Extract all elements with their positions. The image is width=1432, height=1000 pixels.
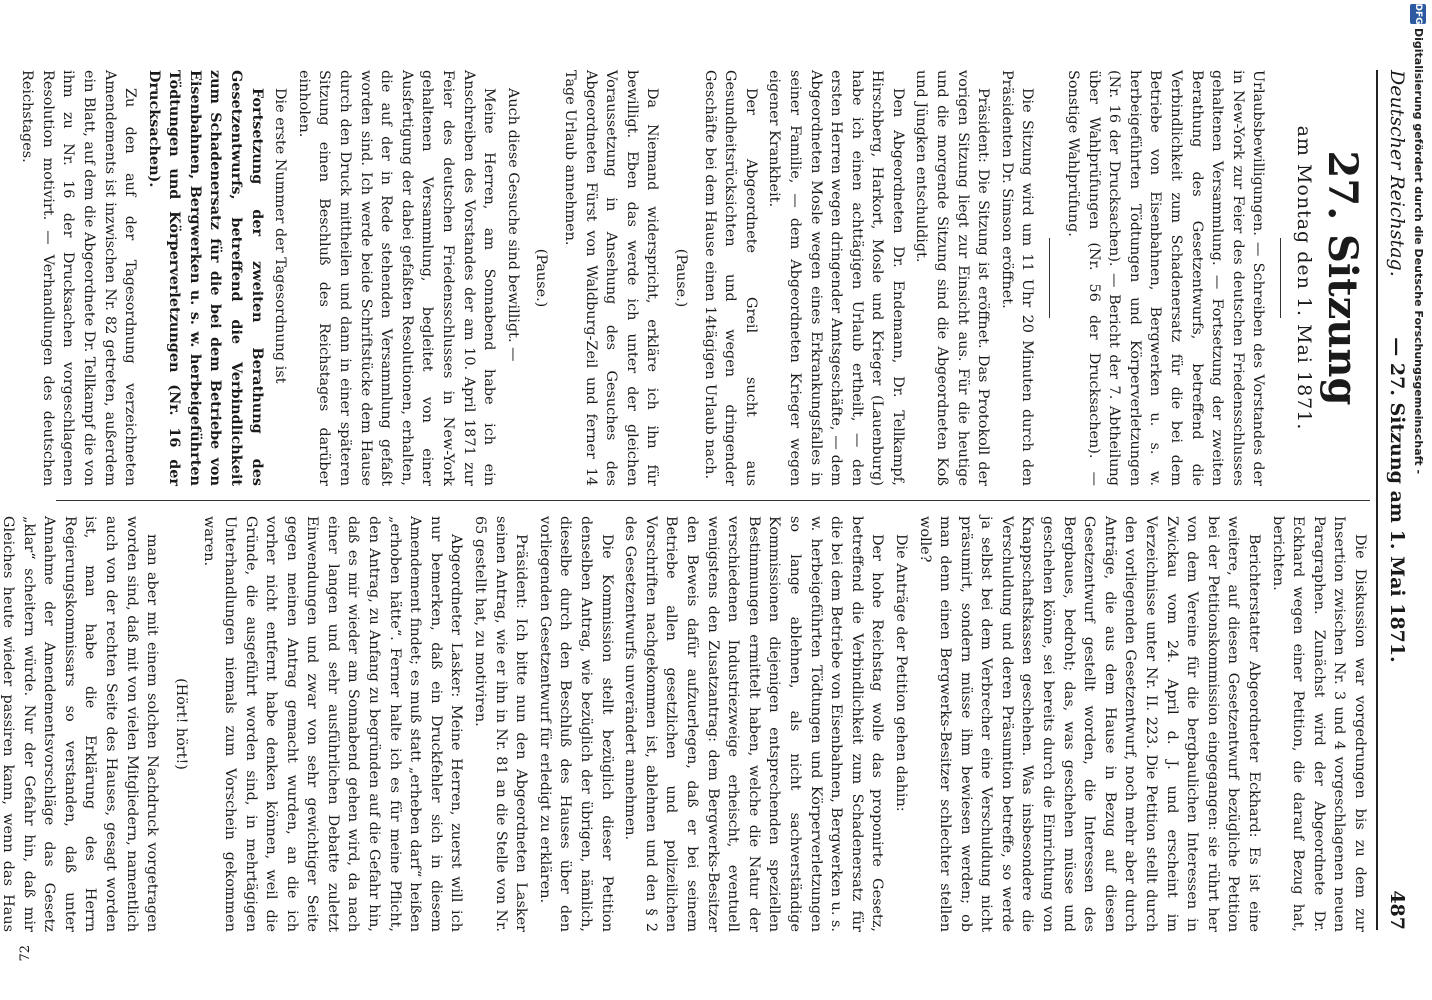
column-rule <box>56 500 1370 501</box>
president-paragraph: Präsident: Die Sitzung ist eröffnet. Das Protokoll der vorigen Sitzung liegt zur Einsicht aus. Für die heutige und die morgende Sitzung sind die Abgeordneten Koß und Jüngken entschuldigt. <box>913 70 992 486</box>
pause-note: (Pause.) <box>533 248 550 308</box>
lasker-speech-continued: man aber mit einem solchen Nachdruck vorgetragen worden sind, daß mit von vielen Mitgliedern, namentlich auch von der rechten Seite des Hauses, gesagt worden ist, man habe die Erklärung des Herrn Regierungskommissars so verstanden, daß unter Annahme der Amendementsvorschläge das Gesetz „klar“ scheitern würde. Nur der Gefahr hin, daß mir Gleiches heute wieder passiren kann, wenn das Haus <box>0 516 161 932</box>
agenda-item-intro: Die erste Nummer der Tagesordnung ist <box>272 88 289 384</box>
divider <box>1049 238 1050 318</box>
agenda-summary: Urlaubsbewilligungen. — Schreiben des Vorstandes der in New-York zur Feier des deutschen Friedensschlusses gehaltenen Versammlung. — Fortsetzung der zweiten Berathung des Gesetzentwurfs, betreffend die Verbindlichkeit zum Schadenersatz für die bei dem Betriebe von Eisenbahnen, Bergwerken u. s. w. herbeigeführten Tödtungen und Körperverletzungen (Nr. 16 der Drucksachen). — Bericht der 7. Abtheilung über Wahlprüfungen (Nr. 56 der Drucksachen). — Sonstige Wahlprüfung. <box>1065 70 1267 486</box>
interjection: (Hört! hört!) <box>172 678 189 770</box>
dfg-logo-icon <box>1410 4 1426 24</box>
session-heading: — 27. Sitzung am 1. Mai 1871. <box>1386 337 1408 663</box>
session-title: 27. Sitzung <box>1319 150 1366 406</box>
digitization-credit <box>1404 0 1432 1000</box>
commission-paragraph: Die Kommission stellt bezüglich dieser Petition denselben Antrag, wie bezüglich der übrigen, nämlich, dieselbe durch den Beschluß des Hauses über den vorliegenden Gesetzentwurf für erledigt zu erklären. <box>536 516 615 932</box>
dfg-logo-text: DFG <box>1413 3 1423 25</box>
discussion-paragraph: Die Diskussion war vorgedrungen bis zu dem zur Insertion zwischen Nr. 3 und 4 vorgeschlagenen neuen Paragraphen. Zunächst wird der Abgeordnete Dr. Eckhard wegen einer Petition, die darauf Bezug hat, berichten. <box>1269 516 1368 932</box>
session-date: am Montag den 1. Mai 1871. <box>1293 125 1315 431</box>
page-number: 487 <box>1386 890 1408 930</box>
eckhard-report: Berichterstatter Abgeordneter Eckhard: Es ist eine weitere, auf diesen Gesetzentwurf bezügliche Petition bei der Petitionskommission eingegangen: sie rührt her von dem Vereine für die bergbaulichen Interessen in Zwickau vom 24. April d. J. und erscheint im Verzeichnisse unter Nr. II. 223. Die Petition stellt durch den vorliegenden Gesetzentwurf, noch mehr aber durch Anträge, die aus dem Hause in Bezug auf diesen Gesetzentwurf gestellt worden, die Interessen des Bergbaues, bedroht; das, was geschehen müsse und geschehen könne, sei bereits durch die Einrichtung von Knappschaftskassen geschehen. Was insbesondere die Verschuldung und deren Präsumtion betreffe, so werde ja selbst bei dem Verbrecher eine Verschuldung nicht präsumirt, sondern müsse ihm bewiesen werden; ob man denn einen Bergwerks-Besitzer schlechter stellen wolle? <box>916 516 1263 932</box>
leave-paragraph: Da Niemand widerspricht, erkläre ich ihn für bewilligt. Eben das werde ich unter der gleichen Voraussetzung in Ansehung des Gesuches des Abgeordneten Fürst von Waldburg-Zeil und ferner 14 Tage Urlaub annehmen. <box>562 70 661 486</box>
publication-title: Deutscher Reichstag. <box>1386 70 1408 277</box>
divider <box>1280 238 1281 318</box>
pause-note: (Pause.) <box>672 248 689 308</box>
opening-paragraph: Die Sitzung wird um 11 Uhr 20 Minuten durch den Präsidenten Dr. Simson eröffnet. <box>998 70 1036 486</box>
leave-paragraph: Der Abgeordnete Greil sucht aus Gesundheitsrücksichten und wegen dringender Geschäfte bei dem Hause einen 14tägigen Urlaub nach. <box>701 70 759 486</box>
petition-body: Der hohe Reichstag wolle das proponirte Gesetz, betreffend die Verbindlichkeit zum Schadenersatz für die bei dem Betriebe von Eisenbahnen, Bergwerken u. s. w. herbeigeführten Tödtungen und Körperverletzungen so lange ablehnen, als nicht sachverständige Kommissionen diejenigen entsprechenden speziellen Bestimmungen ermittelt haben, welche die Natur der verschiedenen Industriezweige erheischt, eventuell wenigstens den Zusatzantrag: dem Bergwerks-Besitzer den Beweis dafür aufzuerlegen, daß er bei seinem Betriebe allen gesetzlichen und polizeilichen Vorschriften nachgekommen ist, ablehnen und den § 2 des Gesetzentwurfs unverändert annehmen. <box>622 516 886 932</box>
lasker-speech: Abgeordneter Lasker: Meine Herren, zuerst will ich nur bemerken, daß ein Druckfehler sich in diesem Amendement findet; es muß statt „erheben darf“ heißen „erhoben hätte“. Ferner halte ich es für meine Pflicht, den Antrag, zu Anfang zu begründen auf die Gefahr hin, daß es mir wieder am Sonnabend gehen wird, da nach einer langen und sehr ausführlichen Debatte zuletzt Einwendungen und zwar von sehr gewichtiger Seite gegen meinen Antrag gemacht wurden, an die ich vorher nicht entfernt habe denken können, weil die Gründe, die ausgeführt worden sind, in mehrtägigen Unterhandlungen niemals zum Vorschein gekommen waren. <box>201 516 465 932</box>
granted-paragraph: Auch diese Gesuche sind bewilligt. — <box>504 88 521 362</box>
left-column <box>19 70 1370 486</box>
amendments-paragraph: Zu den auf der Tagesordnung verzeichneten Amendements ist inzwischen Nr. 82 getreten, außerdem ein Blatt, auf dem die Abgeordnete Dr. Tellkampf die von ihm zu Nr. 16 der Drucksachen vorgeschlagenen Resolution motivirt. — Verhandlungen des deutschen Reichstages. <box>19 70 139 486</box>
document-page <box>0 30 1416 970</box>
newyork-paragraph: Meine Herren, am Sonnabend habe ich ein Anschreiben des Vorstandes der am 10. April 1871 zur Feier des deutschen Friedensschlusses in New-York gehaltenen Versammlung, begleitet von einer Ausfertigung der dabei gefaßten Resolutionen, erhalten, die auf der in Rede stehenden Versammlung gefaßt worden sind. Ich werde beide Schriftstücke dem Hause durch den Druck mittheilen und dann in einer späteren Sitzung einen Beschluß des Reichstages darüber einholen. <box>295 70 498 486</box>
right-column <box>0 516 1370 932</box>
bill-title: Fortsetzung der zweiten Berathung des Gesetzentwurfs, betreffend die Verbindlichkeit zum Schadenersatz für die bei dem Betriebe von Eisenbahnen, Bergwerken u. s. w. herbeigeführten Tödtungen und Körperverletzungen (Nr. 16 der Drucksachen). <box>145 70 266 486</box>
credit-text: Digitalisierung gefördert durch die Deutsche Forschungsgemeinschaft - <box>1412 28 1425 475</box>
signature-mark: 72 <box>18 945 33 962</box>
petition-requests: Die Anträge der Petition gehen dahin: <box>892 534 909 812</box>
president-paragraph: Präsident: Ich bitte nun den Abgeordneten Lasker seinen Antrag, wie er ihn in Nr. 81 an die Stelle von Nr. 65 gestellt hat, zu motiviren. <box>472 516 530 932</box>
leave-paragraph: Den Abgeordneten Dr. Endemann, Dr. Tellkampf, Hirschberg, Harkort, Mosle und Krieger (Lauenburg) habe ich einen achttägigen Urlaub ertheilt, — den ersten Herren wegen dringender Amtsgeschäfte, — dem Abgeordneten Mosle wegen eines Erkrankungsfalles in seiner Familie, — dem Abgeordneten Krieger wegen eigener Krankheit. <box>766 70 906 486</box>
